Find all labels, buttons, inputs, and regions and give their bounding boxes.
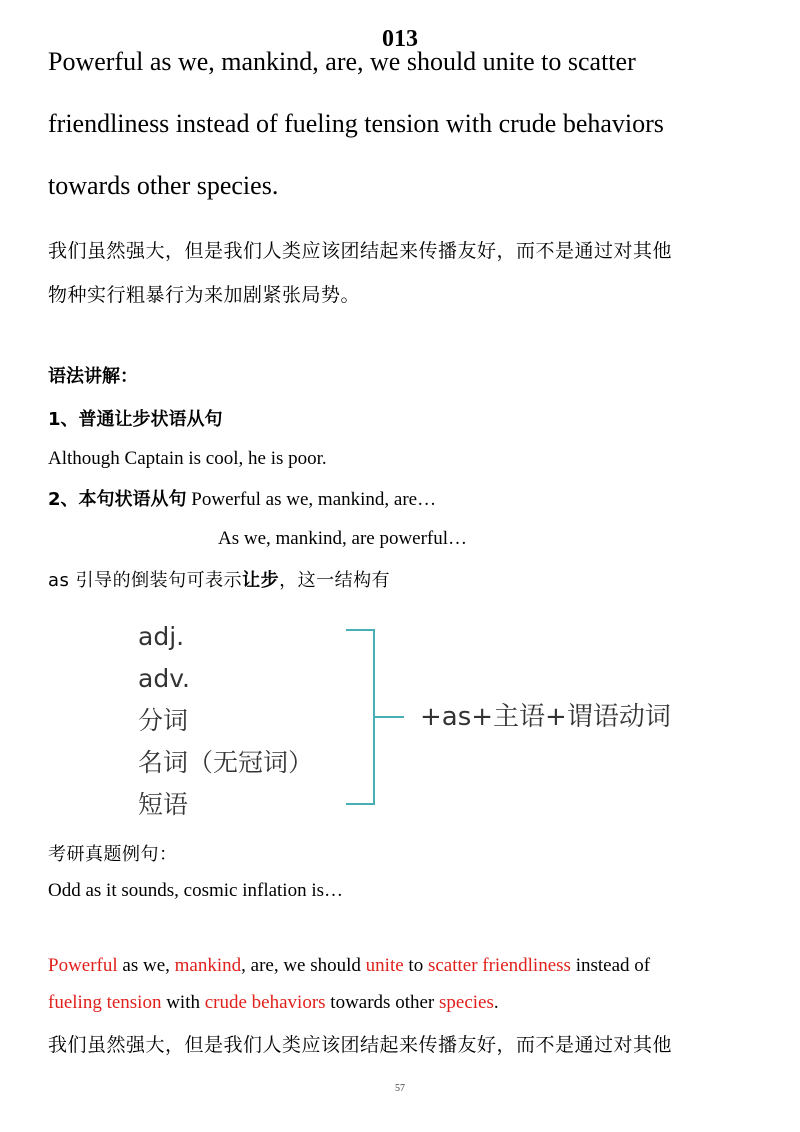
- diagram-item: 短语: [138, 790, 189, 819]
- point1-title: 1、普通让步状语从句: [48, 409, 223, 430]
- section-number: 013: [382, 26, 418, 52]
- exam-example: Odd as it sounds, cosmic inflation is…: [48, 880, 344, 901]
- note-prefix: as 引导的倒装句可表示: [48, 570, 243, 591]
- sentence-segment: with: [161, 992, 205, 1013]
- point1-example: Although Captain is cool, he is poor.: [48, 448, 327, 469]
- highlighted-keyword: mankind: [174, 955, 242, 976]
- point2-line: [48, 485, 436, 511]
- highlighted-sentence-line-1: [48, 955, 650, 977]
- sentence-line-3: towards other species.: [48, 171, 279, 200]
- sentence-segment: instead of: [570, 955, 651, 976]
- grammar-heading: 语法讲解：: [48, 366, 138, 387]
- note-suffix: ，这一结构有: [279, 570, 391, 591]
- bracket-icon: [340, 626, 420, 810]
- highlighted-keyword: scatter friendliness: [427, 955, 571, 976]
- sentence-line-1: Powerful as we, mankind, are, we should unite to scatter: [48, 47, 636, 76]
- highlighted-keyword: species: [439, 992, 494, 1013]
- diagram-item: adj.: [138, 622, 185, 651]
- structure-diagram-items: [138, 616, 313, 826]
- sentence-segment: .: [493, 992, 499, 1013]
- highlighted-keyword: crude behaviors: [204, 992, 326, 1013]
- diagram-item: adv.: [138, 664, 190, 693]
- sentence-segment: to: [403, 955, 428, 976]
- highlighted-keyword: Powerful: [48, 955, 118, 976]
- sentence-line-2: friendliness instead of fueling tension with crude behaviors: [48, 109, 664, 138]
- point2-example-inline: Powerful as we, mankind, are…: [186, 489, 437, 510]
- sentence-segment: , are, we should: [241, 955, 366, 976]
- highlighted-sentence-line-2: [48, 992, 499, 1014]
- point2-title: 2、本句状语从句: [48, 489, 187, 510]
- page-number: 57: [395, 1083, 405, 1094]
- note-bold: 让步: [242, 570, 280, 591]
- highlighted-keyword: unite: [365, 955, 404, 976]
- point2-note: [48, 566, 390, 592]
- translation-line-1: 我们虽然强大，但是我们人类应该团结起来传播友好，而不是通过对其他: [48, 240, 673, 262]
- diagram-item: 名词（无冠词）: [138, 748, 314, 777]
- highlighted-keyword: fueling tension: [48, 992, 162, 1013]
- translation-line-2: 物种实行粗暴行为来加剧紧张局势。: [48, 284, 361, 306]
- point2-example-rewrite: As we, mankind, are powerful…: [218, 528, 468, 549]
- sentence-segment: towards other: [325, 992, 439, 1013]
- sentence-segment: as we,: [117, 955, 175, 976]
- exam-title: 考研真题例句：: [48, 844, 178, 865]
- structure-diagram-result: +as+主语+谓语动词: [420, 702, 671, 732]
- diagram-item: 分词: [138, 706, 189, 735]
- translation-repeat: 我们虽然强大，但是我们人类应该团结起来传播友好，而不是通过对其他: [48, 1034, 673, 1056]
